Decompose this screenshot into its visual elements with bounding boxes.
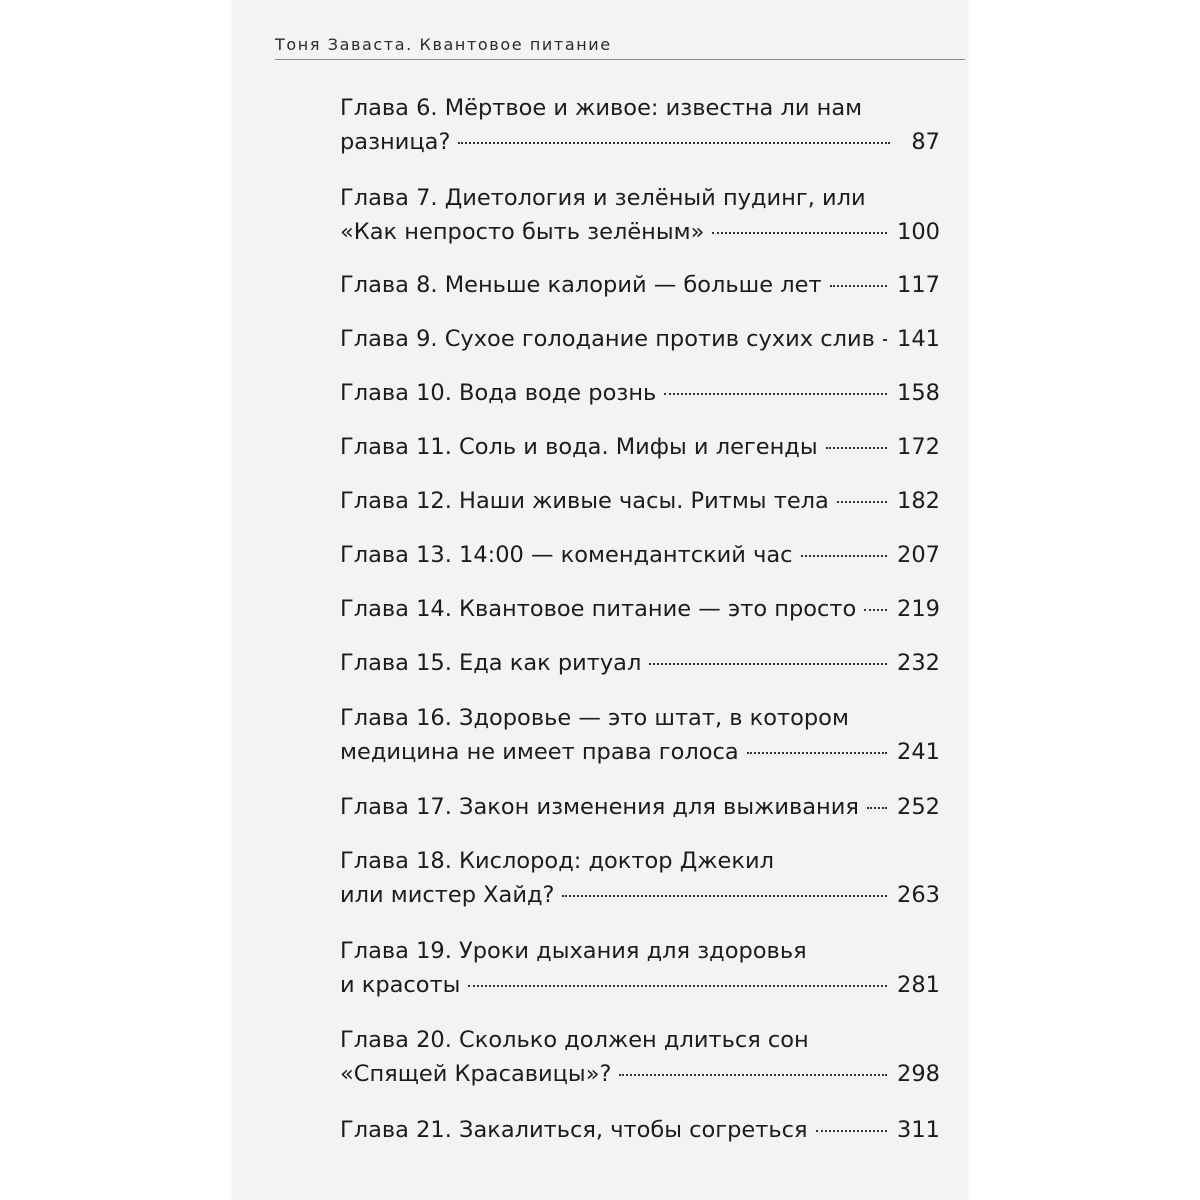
page-number: 87 — [911, 129, 940, 155]
toc-title: Глава 20. Сколько должен длиться сон — [340, 1027, 809, 1053]
dot-leader — [712, 232, 887, 234]
toc-line — [340, 326, 940, 358]
running-header: Тоня Заваста. Квантовое питание — [275, 35, 612, 54]
page-number: 281 — [897, 972, 940, 998]
dot-leader — [826, 447, 887, 449]
page-number: 117 — [897, 272, 940, 298]
toc-line — [340, 848, 940, 880]
dot-leader — [830, 285, 887, 287]
toc-title: Глава 19. Уроки дыхания для здоровья — [340, 938, 807, 964]
toc-title: Глава 15. Еда как ритуал — [340, 650, 642, 676]
toc-title: или мистер Хайд? — [340, 882, 555, 908]
toc-line — [340, 650, 940, 682]
toc-title: и красоты — [340, 972, 461, 998]
toc-line — [340, 882, 940, 914]
toc-title: Глава 13. 14:00 — комендантский час — [340, 542, 793, 568]
toc-line — [340, 542, 940, 574]
toc-line — [340, 185, 940, 217]
toc-title: «Спящей Красавицы»? — [340, 1061, 612, 1087]
toc-title: «Как непросто быть зелёным» — [340, 219, 705, 245]
toc-title: Глава 18. Кислород: доктор Джекил — [340, 848, 774, 874]
toc-line — [340, 272, 940, 304]
toc-line — [340, 705, 940, 737]
dot-leader — [562, 895, 887, 897]
toc-title: Глава 9. Сухое голодание против сухих слив — [340, 326, 875, 352]
dot-leader — [458, 142, 890, 144]
toc-title: Глава 21. Закалиться, чтобы согреться — [340, 1117, 808, 1143]
page-number: 182 — [897, 488, 940, 514]
toc-title: Глава 16. Здоровье — это штат, в котором — [340, 705, 849, 731]
page-number: 252 — [897, 794, 940, 820]
page-number: 219 — [897, 596, 940, 622]
page-number: 263 — [897, 882, 940, 908]
dot-leader — [747, 752, 887, 754]
toc-title: Глава 12. Наши живые часы. Ритмы тела — [340, 488, 829, 514]
dot-leader — [801, 555, 888, 557]
toc-title: медицина не имеет права голоса — [340, 739, 739, 765]
toc-line — [340, 794, 940, 826]
toc-title: разница? — [340, 129, 451, 155]
toc-line — [340, 1061, 940, 1093]
toc-title: Глава 10. Вода воде рознь — [340, 380, 657, 406]
dot-leader — [664, 393, 887, 395]
toc-line — [340, 219, 940, 251]
toc-line — [340, 1117, 940, 1149]
toc-title: Глава 17. Закон изменения для выживания — [340, 794, 859, 820]
toc-line — [340, 129, 940, 161]
toc-line — [340, 972, 940, 1004]
toc-title: Глава 6. Мёртвое и живое: известна ли нам — [340, 95, 863, 121]
toc-line — [340, 434, 940, 466]
page-number: 298 — [897, 1061, 940, 1087]
toc-line — [340, 1027, 940, 1059]
page-number: 100 — [897, 219, 940, 245]
page-number: 207 — [897, 542, 940, 568]
dot-leader — [864, 609, 887, 611]
toc-line — [340, 95, 940, 127]
toc-line — [340, 488, 940, 520]
header-divider — [275, 59, 965, 60]
toc-line — [340, 938, 940, 970]
toc-title: Глава 7. Диетология и зелёный пудинг, или — [340, 185, 866, 211]
dot-leader — [883, 339, 887, 341]
page-number: 311 — [897, 1117, 940, 1143]
page-number: 241 — [897, 739, 940, 765]
toc-line — [340, 739, 940, 771]
toc-title: Глава 8. Меньше калорий — больше лет — [340, 272, 822, 298]
page-number: 141 — [897, 326, 940, 352]
dot-leader — [649, 663, 887, 665]
page-number: 232 — [897, 650, 940, 676]
dot-leader — [837, 501, 887, 503]
toc-line — [340, 596, 940, 628]
page-number: 172 — [897, 434, 940, 460]
toc-line — [340, 380, 940, 412]
dot-leader — [867, 807, 887, 809]
dot-leader — [619, 1074, 887, 1076]
dot-leader — [816, 1130, 888, 1132]
dot-leader — [468, 985, 887, 987]
toc-title: Глава 11. Соль и вода. Мифы и легенды — [340, 434, 818, 460]
toc-title: Глава 14. Квантовое питание — это просто — [340, 596, 857, 622]
page-number: 158 — [897, 380, 940, 406]
